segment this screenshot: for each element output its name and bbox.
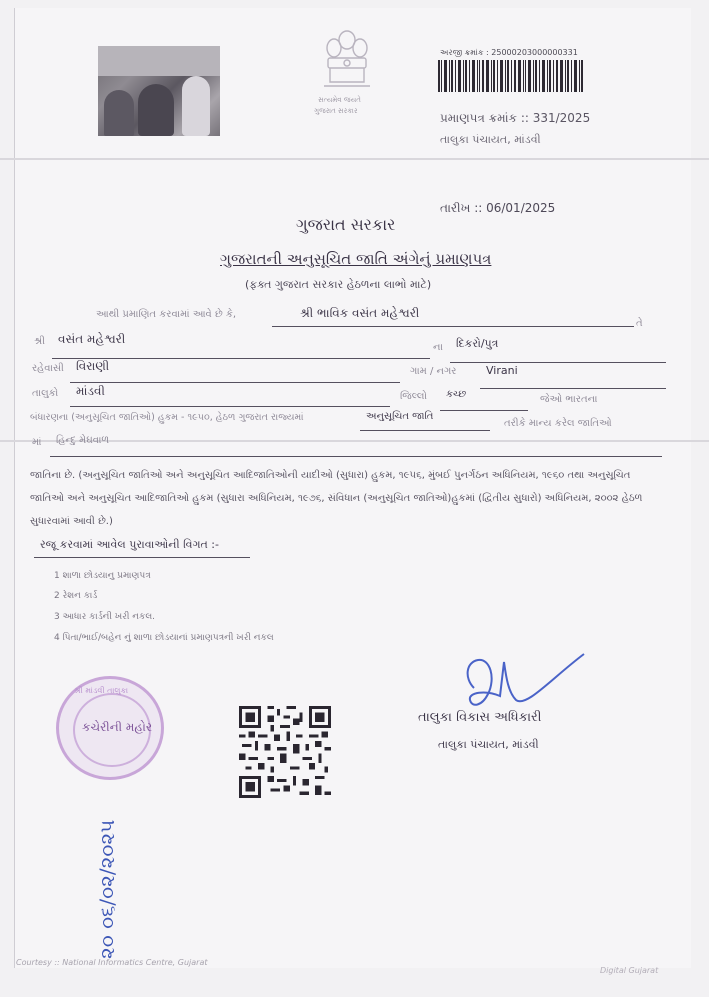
emblem-caption: ગુજરાત સરકાર	[314, 107, 358, 115]
caste-category: અનુસૂચિત જાતિ	[366, 411, 434, 422]
recognised-label: તરીકે માન્ય કરેલ જાતિઓ	[504, 418, 612, 429]
issuing-office: તાલુકા પંચાયત, માંડવી	[440, 133, 541, 146]
taluka-label: તાલુકો	[32, 388, 59, 399]
signature-icon	[460, 648, 590, 718]
handwritten-text: ૨૦ ૦૬/૦૨/૨૦૨૫	[95, 819, 119, 959]
issue-date: તારીખ :: 06/01/2025	[440, 201, 556, 215]
na-label: ના	[433, 342, 443, 353]
father-name: વસંત મહેશ્વરી	[58, 332, 126, 346]
legal-paragraph: જાતિના છે. (અનુસૂચિત જાતિઓ અને અનુસૂચિત આદિજાતિઓની યાદીઓ (સુધારા) હુકમ, ૧૯૫૬, મુંબઈ પુનર્ગઠન અધિનિયમ, ૧૯૬૦ તથા અનુસૂચિત જાતિઓ અને અનુસૂચિત આદિજાતિઓ હુકમ (સુધારા અધિનિયમ, ૧૯૭૬, સંવિધાન (અનુસૂચિત જાતિઓ)હુકમાં (દ્વિતીય સુધારો) અધિનિયમ, ૨૦૦૨ હેઠળ સુધારવામાં આવી છે.)	[30, 470, 643, 527]
certify-label: આથી પ્રમાણિત કરવામાં આવે છે કે,	[96, 309, 237, 320]
village-label: ગામ / નગર	[410, 366, 457, 377]
certificate-number: પ્રમાણપત્ર ક્રમાંક :: 331/2025	[440, 111, 591, 125]
seal-arc-text: શ્રી માંડવી તાલુકા	[74, 686, 129, 695]
handwritten-note	[74, 810, 144, 960]
field-line	[360, 430, 490, 431]
taluka-value: માંડવી	[76, 384, 105, 398]
field-line	[450, 362, 666, 363]
caste-label: માં	[32, 437, 42, 448]
qr-code-icon	[239, 706, 331, 798]
applicant-photo	[98, 46, 220, 136]
te-label: તે	[636, 318, 643, 329]
evidence-title: રજૂ કરવામાં આવેલ પુરાવાઓની વિગત :-	[40, 538, 219, 551]
certificate-heading: ગુજરાતની અનુસૂચિત જાતિ અંગેનું પ્રમાણપત્ર	[220, 250, 492, 268]
footer-courtesy: Courtesy :: National Informatics Centre, Gujarat	[16, 958, 208, 967]
district-value: કચ્છ	[446, 389, 467, 400]
field-line	[50, 456, 662, 457]
field-line	[272, 326, 634, 327]
india-label: જેઓ ભારતના	[540, 394, 598, 405]
seal-label: કચેરીની મહોર	[82, 720, 153, 734]
resident-label: રહેવાસી	[32, 363, 64, 374]
certificate-subheading: (ફક્ત ગુજરાત સરકાર હેઠળના લાભો માટે)	[245, 278, 432, 291]
evidence-underline	[34, 557, 250, 558]
caste-value: હિન્દુ મેઘવાળ	[56, 435, 110, 446]
order-label: બંધારણના (અનુસૂચિત જાતિઓ) હુકમ - ૧૯૫૦, હેઠળ ગુજરાત રાજ્યમાં	[30, 412, 304, 423]
emblem-motto: સત્યમેવ જયતે	[318, 96, 361, 104]
district-label: જિલ્લો	[400, 391, 427, 402]
evidence-item: 3 આધાર કાર્ડની ખરી નકલ.	[54, 612, 156, 622]
state-emblem-icon	[314, 26, 380, 92]
paper-fold	[0, 158, 709, 160]
applicant-name: શ્રી ભાવિક વસંત મહેશ્વરી	[300, 306, 420, 320]
village-value: Virani	[486, 364, 518, 377]
field-line	[440, 410, 528, 411]
application-number: અરજી ક્રમાંક : 25000203000000331	[440, 48, 578, 57]
field-line	[480, 388, 666, 389]
field-line	[70, 406, 390, 407]
field-line	[70, 382, 400, 383]
barcode-icon	[438, 60, 584, 92]
shri-label: શ્રી	[34, 336, 46, 347]
relation-value: દિકરો/પુત્ર	[456, 337, 499, 350]
resident-value: વિરાણી	[76, 359, 110, 373]
officer-office: તાલુકા પંચાયત, માંડવી	[438, 738, 539, 751]
government-title: ગુજરાત સરકાર	[296, 215, 396, 234]
evidence-item: 4 પિતા/ભાઈ/બહેન નું શાળા છોડયાનાં પ્રમાણપત્રની ખરી નકલ	[54, 633, 274, 643]
evidence-item: 2 રેશન કાર્ડ	[54, 591, 98, 601]
evidence-item: 1 શાળા છોડયાનુ પ્રમાણપત્ર	[54, 571, 151, 581]
officer-title: તાલુકા વિકાસ અધિકારી	[418, 710, 542, 725]
footer-brand: Digital Gujarat	[600, 966, 659, 975]
